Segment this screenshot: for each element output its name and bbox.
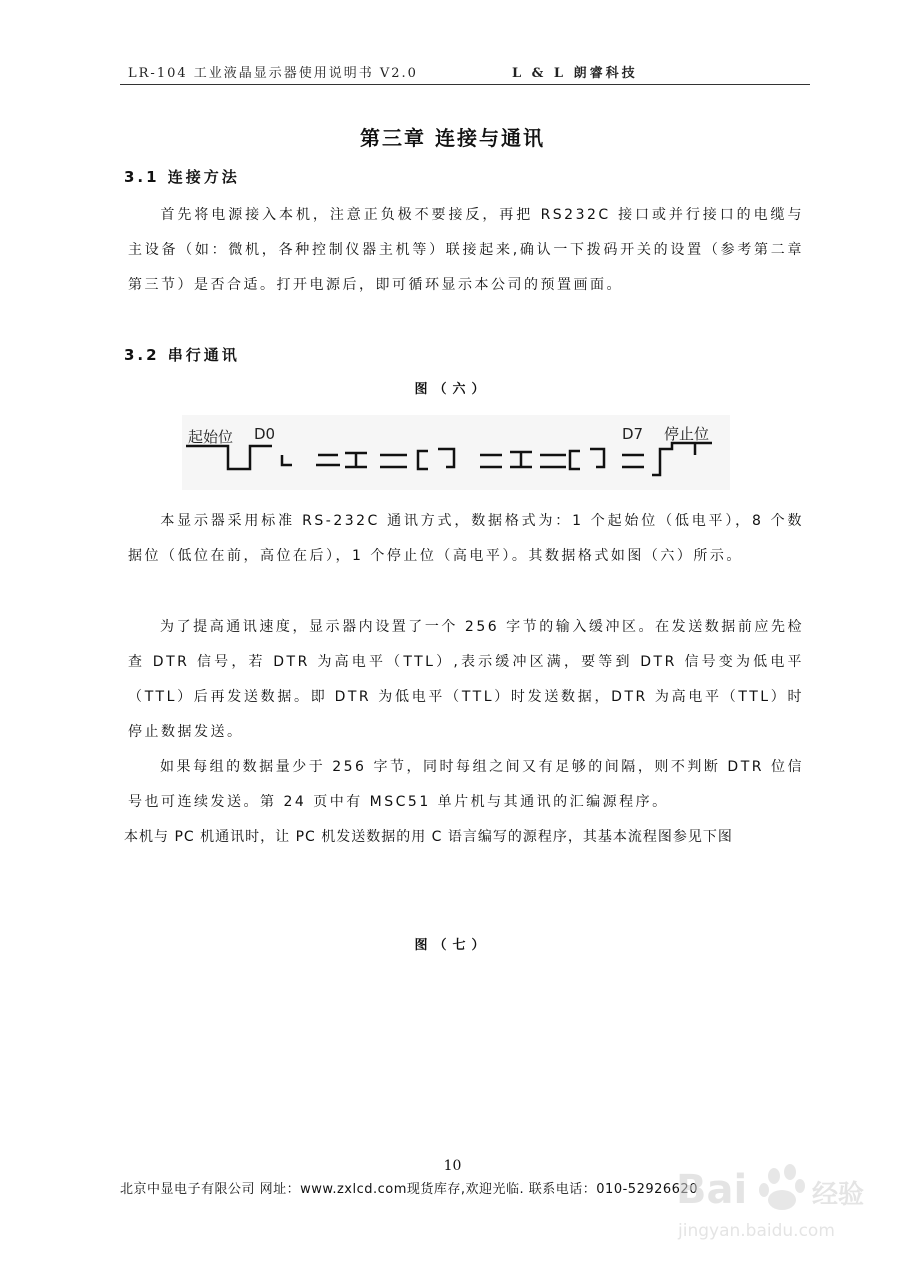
paragraph: 如果每组的数据量少于 256 字节，同时每组之间又有足够的间隔，则不判断 DTR 位信号也可连续发送。第 24 页中有 MSC51 单片机与其通讯的汇编源程序。	[128, 759, 804, 810]
waveform-lines	[186, 443, 712, 475]
figure-6-caption: 图（六）	[414, 382, 491, 397]
paragraph: 首先将电源接入本机，注意正负极不要接反，再把 RS232C 接口或并行接口的电缆与主设备（如：微机，各种控制仪器主机等）联接起来,确认一下拨码开关的设置（参考第二章第三节）是否合适。打开电源后，即可循环显示本公司的预置画面。	[128, 207, 804, 293]
watermark-url: jingyan.baidu.com	[678, 1221, 835, 1241]
page-footer: 北京中显电子有限公司 网址：www.zxlcd.com现货库存,欢迎光临. 联系电话：010-52926620	[120, 1182, 698, 1197]
watermark-brand: Bai	[676, 1167, 748, 1213]
paragraph: 为了提高通讯速度，显示器内设置了一个 256 字节的输入缓冲区。在发送数据前应先检查 DTR 信号，若 DTR 为高电平（TTL）,表示缓冲区满，要等到 DTR 信号变为低电平（TTL）后再发送数据。即 DTR 为低电平（TTL）时发送数据，DTR 为高电平（TTL）时停止数据发送。	[128, 619, 804, 740]
serial-timing-diagram	[182, 415, 730, 490]
paragraph: 本显示器采用标准 RS-232C 通讯方式，数据格式为：1 个起始位（低电平），8 个数据位（低位在前，高位在后），1 个停止位（高电平）。其数据格式如图（六）所示。	[128, 513, 804, 564]
d0-label: D0	[254, 425, 276, 443]
section-heading-3-1: 3.1 连接方法	[124, 168, 240, 186]
watermark-brand-2: 经验	[812, 1180, 865, 1210]
stop-bit-label: 停止位	[664, 425, 710, 443]
page-number: 10	[443, 1158, 462, 1174]
figure-7-caption: 图（七）	[414, 938, 491, 953]
paragraph: 本机与 PC 机通讯时，让 PC 机发送数据的用 C 语言编写的源程序，其基本流程图参见下图	[124, 829, 733, 845]
d7-label: D7	[622, 425, 644, 443]
section-heading-3-2: 3.2 串行通讯	[124, 346, 240, 364]
baidu-jingyan-watermark	[676, 1148, 876, 1248]
timing-waveform	[182, 415, 730, 490]
paw-logo-icon	[676, 1148, 876, 1248]
company-name: L & L 朗睿科技	[512, 66, 638, 81]
chapter-title: 第三章 连接与通讯	[360, 126, 545, 150]
start-bit-label: 起始位	[188, 428, 234, 446]
header-divider	[120, 84, 810, 85]
manual-title: LR-104 工业液晶显示器使用说明书 V2.0	[128, 66, 418, 81]
